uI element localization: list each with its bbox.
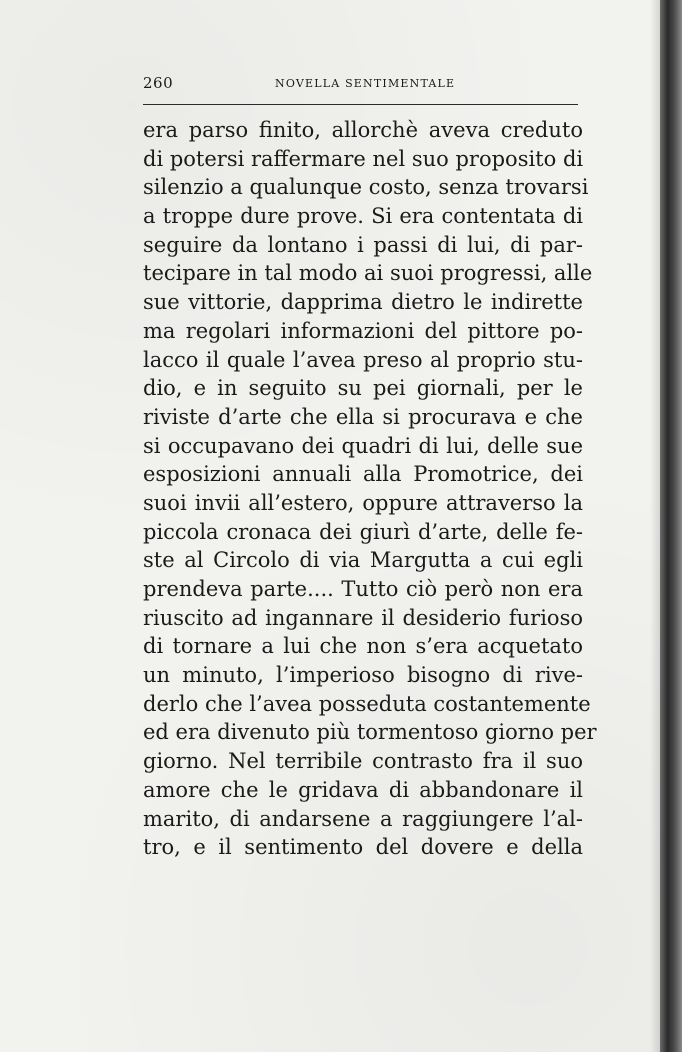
text-line: sue vittorie, dapprima dietro le indirette — [143, 290, 583, 315]
book-edge — [660, 0, 682, 1052]
text-line: un minuto, l’imperioso bisogno di rive- — [143, 663, 583, 688]
text-line: amore che le gridava di abbandonare il — [143, 777, 583, 802]
text-line: dio, e in seguito su pei giornali, per le — [143, 376, 583, 401]
text-line: tecipare in tal modo ai suoi progressi, alle — [143, 261, 593, 286]
text-line: ste al Circolo di via Margutta a cui egli — [143, 548, 583, 573]
text-line: ma regolari informazioni del pittore po- — [143, 318, 583, 343]
text-line: lacco il quale l’avea preso al proprio stu- — [143, 347, 583, 372]
page-number: 260 — [143, 74, 174, 92]
text-line: riviste d’arte che ella si procurava e che — [143, 404, 583, 429]
running-title: NOVELLA SENTIMENTALE — [275, 77, 456, 90]
text-line: marito, di andarsene a raggiungere l’al- — [143, 806, 583, 831]
text-line: giorno. Nel terribile contrasto fra il suo — [143, 749, 583, 774]
text-line: derlo che l’avea posseduta costantemente — [143, 691, 591, 716]
text-line: esposizioni annuali alla Promotrice, dei — [143, 462, 583, 487]
text-line: di potersi raffermare nel suo proposito di — [143, 146, 584, 171]
body-text — [143, 116, 597, 862]
page-header — [143, 74, 578, 98]
text-line: piccola cronaca dei giurì d’arte, delle fe- — [143, 519, 583, 544]
page-shadow — [650, 0, 660, 1052]
text-line: tro, e il sentimento del dovere e della — [143, 835, 583, 860]
text-line: seguire da lontano i passi di lui, di par- — [143, 232, 583, 257]
text-line: di tornare a lui che non s’era acquetato — [143, 634, 583, 659]
text-line: prendeva parte.... Tutto ciò però non era — [143, 577, 583, 601]
text-line: si occupavano dei quadri di lui, delle sue — [143, 433, 583, 458]
text-line: suoi invii all’estero, oppure attraverso la — [143, 490, 583, 515]
header-rule — [143, 104, 578, 105]
text-line: ed era divenuto più tormentoso giorno per — [143, 720, 597, 745]
text-line: era parso finito, allorchè aveva creduto — [143, 118, 583, 142]
text-line: silenzio a qualunque costo, senza trovarsi — [143, 175, 589, 200]
text-line: a troppe dure prove. Si era contentata di — [143, 204, 583, 229]
text-line: riuscito ad ingannare il desiderio furioso — [143, 605, 583, 630]
